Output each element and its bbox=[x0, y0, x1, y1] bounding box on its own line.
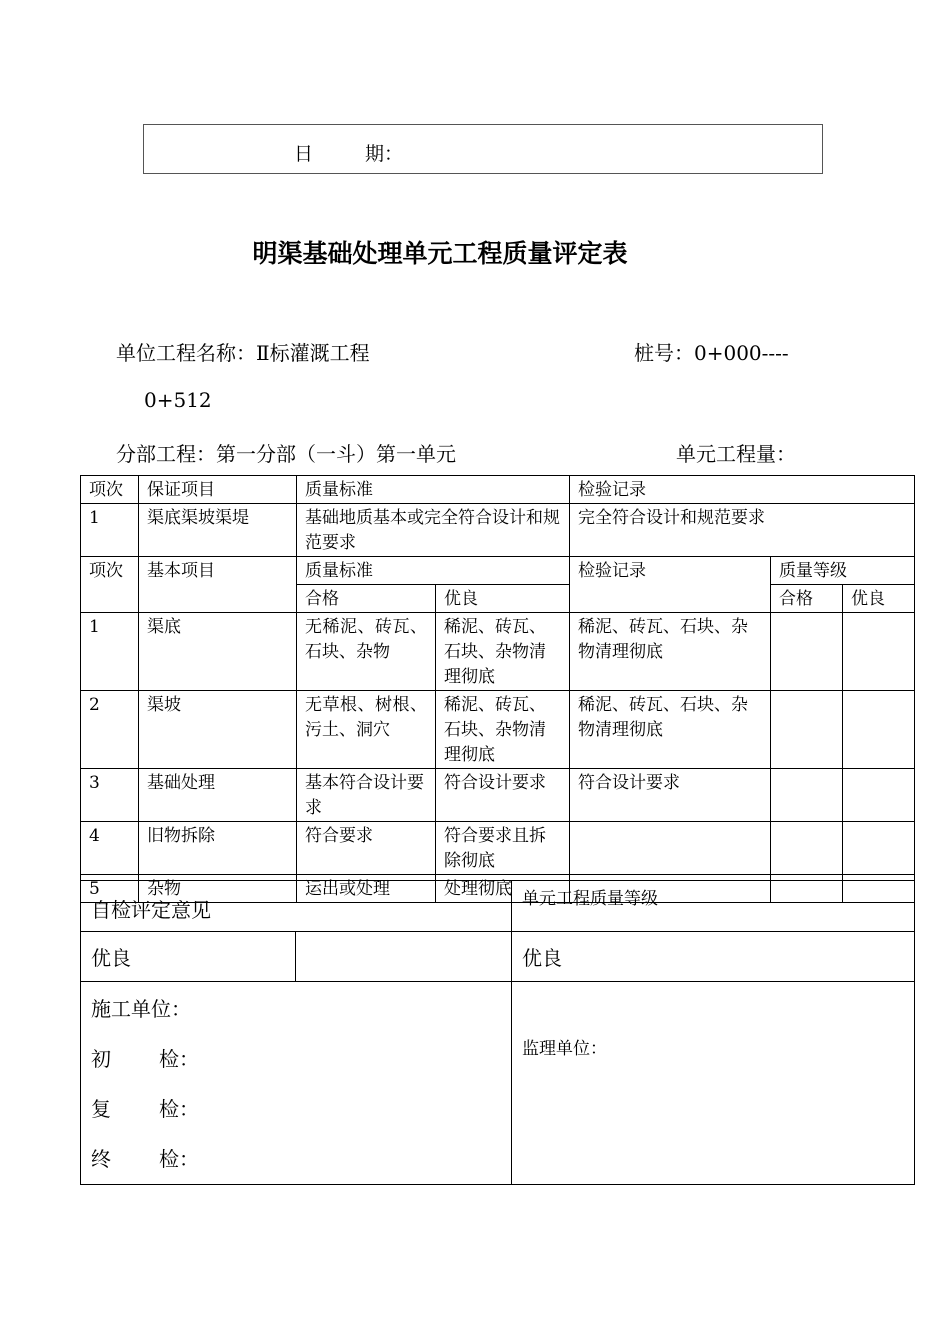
header-record: 检验记录 bbox=[570, 476, 915, 504]
unit-grade-value: 优良 bbox=[512, 932, 915, 982]
row-no: 1 bbox=[81, 613, 139, 691]
date-box bbox=[143, 124, 823, 174]
row-grade-pass bbox=[771, 613, 843, 691]
row-item: 渠底 bbox=[139, 613, 297, 691]
self-evaluation-label: 自检评定意见 bbox=[81, 881, 512, 932]
construction-signatures bbox=[81, 982, 512, 1185]
table-row bbox=[81, 613, 915, 691]
row-excellent-standard: 稀泥、砖瓦、石块、杂物清理彻底 bbox=[436, 613, 570, 691]
construction-unit: 施工单位： bbox=[91, 997, 191, 1021]
final-check-b: 检： bbox=[159, 1147, 199, 1171]
header-standard: 质量标准 bbox=[297, 557, 570, 585]
final-check-a: 终 bbox=[91, 1147, 111, 1171]
date-label-day: 日 bbox=[294, 143, 314, 165]
row-grade-pass bbox=[771, 691, 843, 769]
header-grade-excellent: 优良 bbox=[843, 585, 915, 613]
row-pass-standard: 符合要求 bbox=[297, 822, 436, 875]
initial-check bbox=[91, 1034, 501, 1084]
unit-project-name: 单位工程名称：Ⅱ标灌溉工程 bbox=[116, 341, 370, 365]
row-no: 3 bbox=[81, 769, 139, 822]
header-grade-pass: 合格 bbox=[771, 585, 843, 613]
quality-table bbox=[80, 475, 915, 903]
self-evaluation-blank bbox=[296, 932, 512, 982]
row-grade-pass bbox=[771, 822, 843, 875]
row-pass-standard: 基本符合设计要求 bbox=[297, 769, 436, 822]
signature-row bbox=[81, 982, 915, 1185]
unit-quantity: 单元工程量： bbox=[676, 442, 796, 466]
initial-check-b: 检： bbox=[159, 1047, 199, 1071]
re-check-b: 检： bbox=[159, 1097, 199, 1121]
basic-header-row bbox=[81, 557, 915, 585]
guarantee-header-row bbox=[81, 476, 915, 504]
row-grade-excellent bbox=[843, 822, 915, 875]
page-title: 明渠基础处理单元工程质量评定表 bbox=[252, 239, 628, 268]
header-pass: 合格 bbox=[297, 585, 436, 613]
evaluation-value-row bbox=[81, 932, 915, 982]
station-number-cont: 0+512 bbox=[144, 388, 212, 412]
row-item: 渠底渠坡渠堤 bbox=[139, 504, 297, 557]
header-guarantee-item: 保证项目 bbox=[139, 476, 297, 504]
header-grade: 质量等级 bbox=[771, 557, 915, 585]
date-label-period: 期： bbox=[365, 143, 404, 165]
row-no: 2 bbox=[81, 691, 139, 769]
row-no: 4 bbox=[81, 822, 139, 875]
header-standard: 质量标准 bbox=[297, 476, 570, 504]
row-pass-standard: 无稀泥、砖瓦、石块、杂物 bbox=[297, 613, 436, 691]
unit-grade-label: 单元工程质量等级 bbox=[512, 881, 915, 932]
re-check-a: 复 bbox=[91, 1097, 111, 1121]
row-no: 5 bbox=[81, 875, 139, 903]
final-check bbox=[91, 1134, 501, 1184]
row-grade-excellent bbox=[843, 769, 915, 822]
row-standard: 基础地质基本或完全符合设计和规范要求 bbox=[297, 504, 570, 557]
row-grade-pass bbox=[771, 769, 843, 822]
table-row bbox=[81, 691, 915, 769]
row-item: 杂物 bbox=[139, 875, 297, 903]
row-excellent-standard: 符合要求且拆除彻底 bbox=[436, 822, 570, 875]
row-no: 1 bbox=[81, 504, 139, 557]
row-grade-excellent bbox=[843, 613, 915, 691]
date-label bbox=[294, 139, 403, 166]
row-record: 完全符合设计和规范要求 bbox=[570, 504, 915, 557]
initial-check-a: 初 bbox=[91, 1047, 111, 1071]
sub-project: 分部工程：第一分部（一斗）第一单元 bbox=[116, 442, 456, 466]
row-record: 符合设计要求 bbox=[570, 769, 771, 822]
row-excellent-standard: 稀泥、砖瓦、石块、杂物清理彻底 bbox=[436, 691, 570, 769]
re-check bbox=[91, 1084, 501, 1134]
header-no: 项次 bbox=[81, 557, 139, 613]
row-pass-standard: 运出或处理 bbox=[297, 875, 436, 903]
row-item: 基础处理 bbox=[139, 769, 297, 822]
row-item: 旧物拆除 bbox=[139, 822, 297, 875]
header-record: 检验记录 bbox=[570, 557, 771, 613]
table-row bbox=[81, 504, 915, 557]
row-record bbox=[570, 822, 771, 875]
evaluation-header-row bbox=[81, 881, 915, 932]
row-grade-excellent bbox=[843, 691, 915, 769]
row-pass-standard: 无草根、树根、污土、洞穴 bbox=[297, 691, 436, 769]
supervision-unit: 监理单位： bbox=[512, 982, 915, 1185]
self-evaluation-value: 优良 bbox=[81, 932, 296, 982]
row-record: 稀泥、砖瓦、石块、杂物清理彻底 bbox=[570, 691, 771, 769]
row-record: 稀泥、砖瓦、石块、杂物清理彻底 bbox=[570, 613, 771, 691]
table-row bbox=[81, 769, 915, 822]
table-row bbox=[81, 822, 915, 875]
row-item: 渠坡 bbox=[139, 691, 297, 769]
header-excellent: 优良 bbox=[436, 585, 570, 613]
row-excellent-standard: 符合设计要求 bbox=[436, 769, 570, 822]
header-basic-item: 基本项目 bbox=[139, 557, 297, 613]
station-number: 桩号：0+000---- bbox=[634, 341, 789, 365]
evaluation-table bbox=[80, 880, 915, 1185]
row-excellent-standard: 处理彻底 bbox=[436, 875, 570, 903]
header-no: 项次 bbox=[81, 476, 139, 504]
